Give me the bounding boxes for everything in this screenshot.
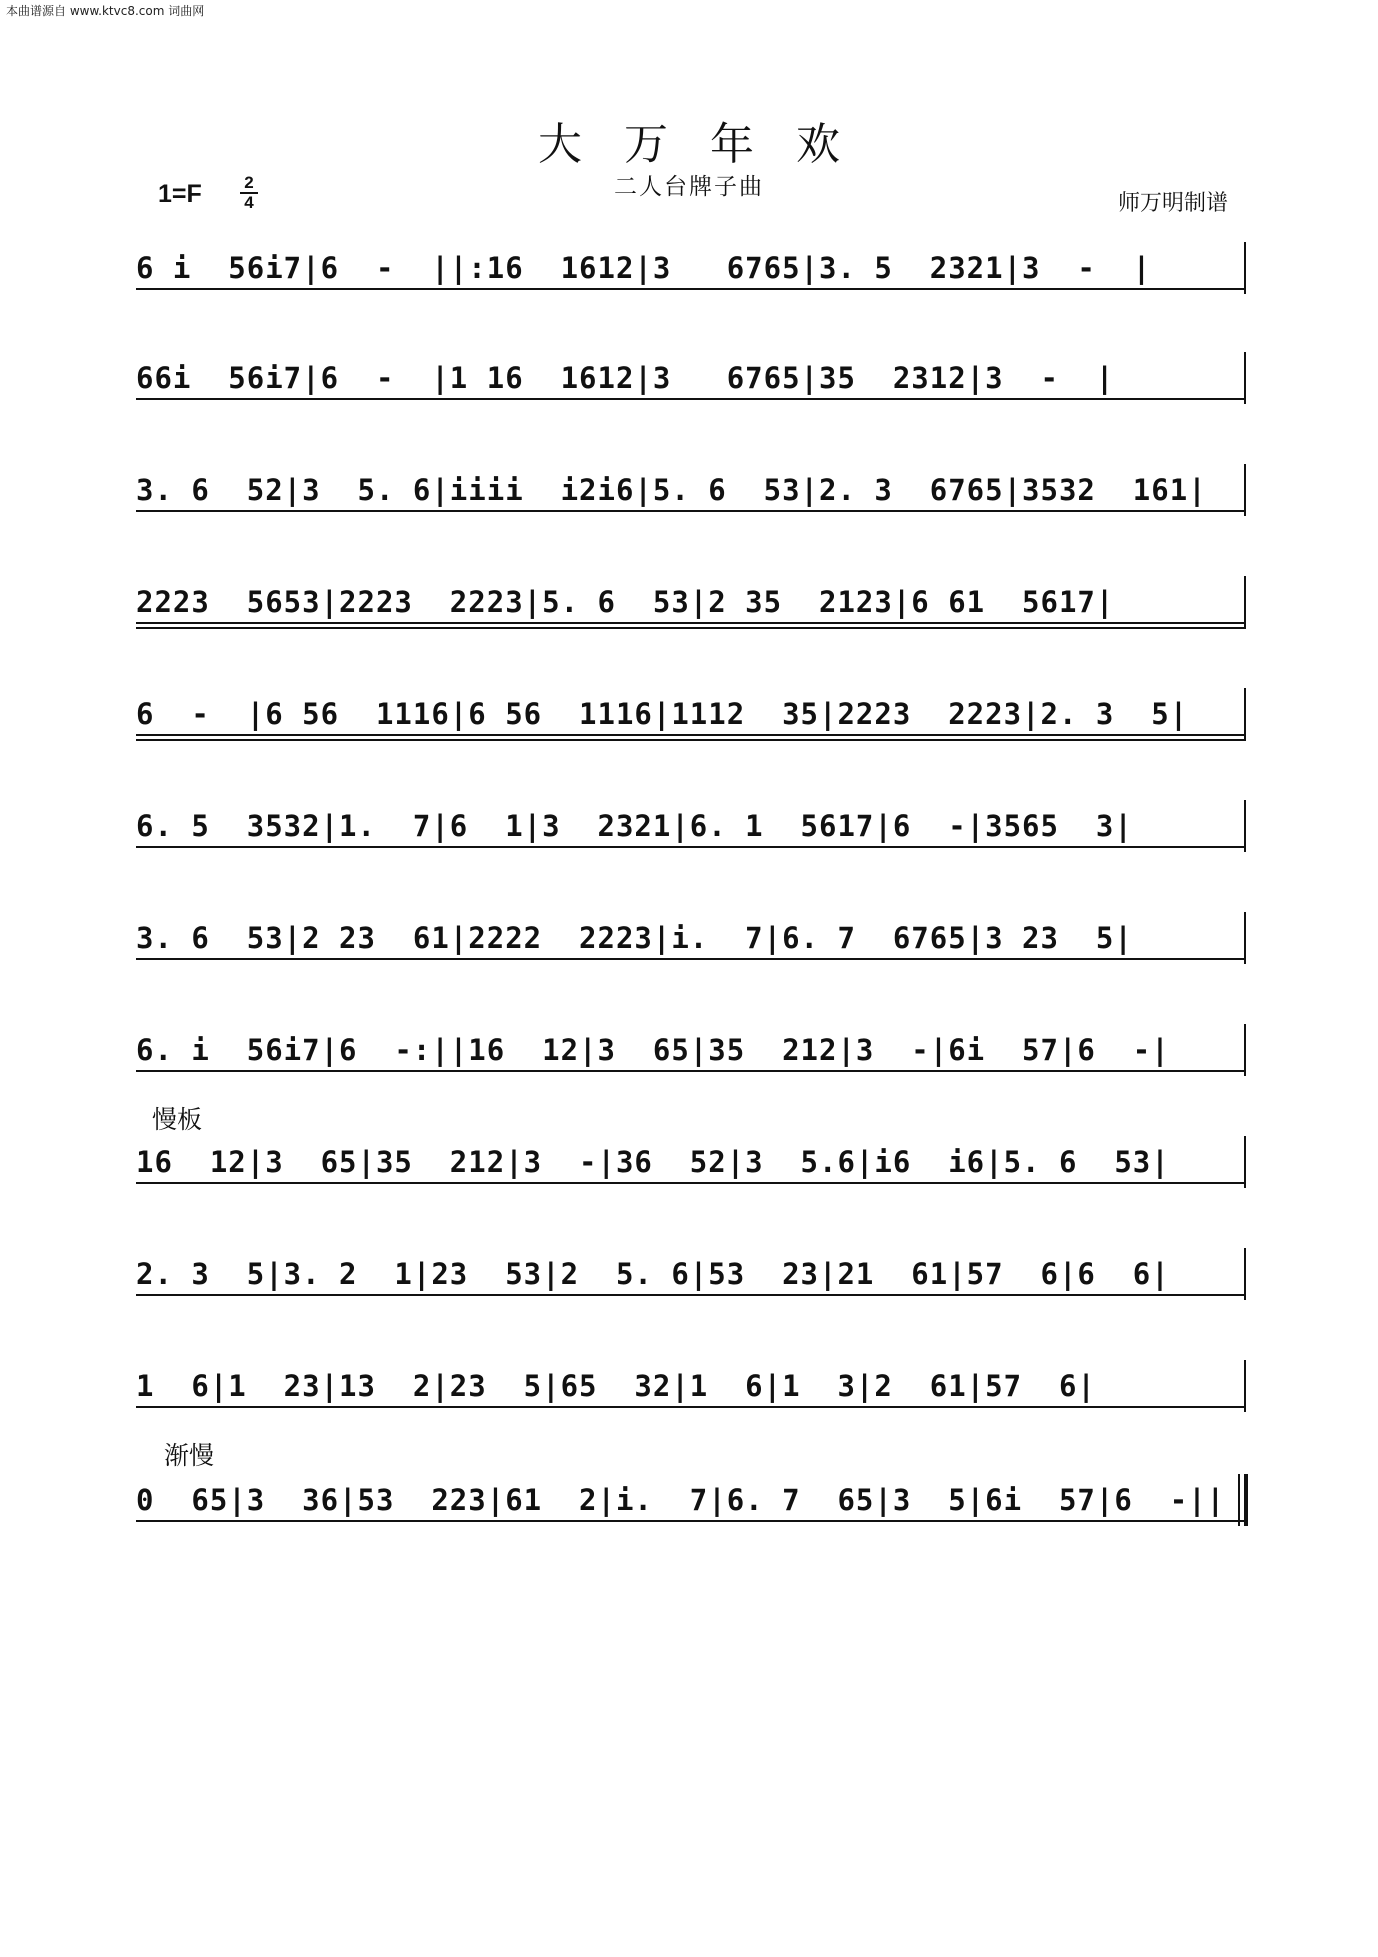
tempo-mark-jianman: 渐慢 (164, 1441, 215, 1470)
notation-line: 0 65|3 36|53 223|61 2|i. 7|6. 7 65|3 5|6i 57|6 -|| (136, 1483, 1226, 1517)
underline (136, 1294, 1246, 1296)
underline (136, 622, 1246, 624)
barline (1244, 1024, 1246, 1076)
barline (1244, 576, 1246, 628)
notation-row-4 (136, 582, 1246, 648)
underline (136, 739, 1246, 741)
notation-row-2 (136, 358, 1246, 424)
underline (136, 1070, 1246, 1072)
underline (136, 627, 1246, 629)
barline (1244, 800, 1246, 852)
tempo-mark-manban: 慢板 (152, 1105, 203, 1134)
notation-row-3 (136, 470, 1246, 536)
meter-bottom: 4 (244, 193, 254, 212)
notation-line: 2223 5653|2223 2223|5. 6 53|2 35 2123|6 61 5617| (136, 585, 1115, 619)
notation-line: 2. 3 5|3. 2 1|23 53|2 5. 6|53 23|21 61|57 6|6 6| (136, 1257, 1170, 1291)
notation-row-8 (136, 1030, 1246, 1096)
notation-row-6 (136, 806, 1246, 872)
notation-line: 16 12|3 65|35 212|3 -|36 52|3 5.6|i6 i6|5. 6 53| (136, 1145, 1170, 1179)
notation-row-7 (136, 918, 1246, 984)
barline (1244, 688, 1246, 740)
arranger-credit: 师万明制谱 (1117, 191, 1228, 216)
underline (136, 510, 1246, 512)
underline (136, 1406, 1246, 1408)
notation-row-10 (136, 1254, 1246, 1320)
notation-line: 3. 6 53|2 23 61|2222 2223|i. 7|6. 7 6765|3 23 5| (136, 921, 1133, 955)
barline (1244, 464, 1246, 516)
notation-line: 3. 6 52|3 5. 6|iiii i2i6|5. 6 53|2. 3 6765|3532 161| (136, 473, 1207, 507)
underline (136, 846, 1246, 848)
time-signature (238, 174, 260, 212)
barline (1244, 1360, 1246, 1412)
underline (136, 1182, 1246, 1184)
barline (1244, 912, 1246, 964)
notation-row-12 (136, 1480, 1246, 1546)
barline (1244, 352, 1246, 404)
notation-line: 66i 56i7|6 - |1 16 1612|3 6765|35 2312|3 - | (136, 361, 1115, 395)
score-title: 大万年欢 (538, 119, 882, 170)
underline (136, 398, 1246, 400)
score-subtitle: 二人台牌子曲 (614, 174, 764, 200)
meter-top: 2 (244, 173, 254, 192)
notation-line: 6 - |6 56 1116|6 56 1116|1112 35|2223 2223|2. 3 5| (136, 697, 1189, 731)
final-barline-thick (1244, 1474, 1248, 1526)
barline (1244, 1136, 1246, 1188)
notation-line: 6 i 56i7|6 - ||:16 1612|3 6765|3. 5 2321|3 - | (136, 251, 1152, 285)
underline (136, 734, 1246, 736)
site-header: 本曲谱源自 www.ktvc8.com 词曲网 (6, 4, 205, 18)
underline (136, 288, 1246, 290)
barline (1244, 242, 1246, 294)
notation-row-5 (136, 694, 1246, 760)
notation-line: 6. 5 3532|1. 7|6 1|3 2321|6. 1 5617|6 -|3565 3| (136, 809, 1133, 843)
barline (1244, 1248, 1246, 1300)
notation-row-9 (136, 1142, 1246, 1208)
underline (136, 1520, 1246, 1522)
notation-row-1 (136, 248, 1246, 314)
notation-line: 6. i 56i7|6 -:||16 12|3 65|35 212|3 -|6i 57|6 -| (136, 1033, 1170, 1067)
notation-line: 1 6|1 23|13 2|23 5|65 32|1 6|1 3|2 61|57 6| (136, 1369, 1096, 1403)
underline (136, 958, 1246, 960)
key-signature: 1=F (158, 180, 202, 208)
notation-row-11 (136, 1366, 1246, 1432)
final-barline-thin (1238, 1474, 1240, 1526)
